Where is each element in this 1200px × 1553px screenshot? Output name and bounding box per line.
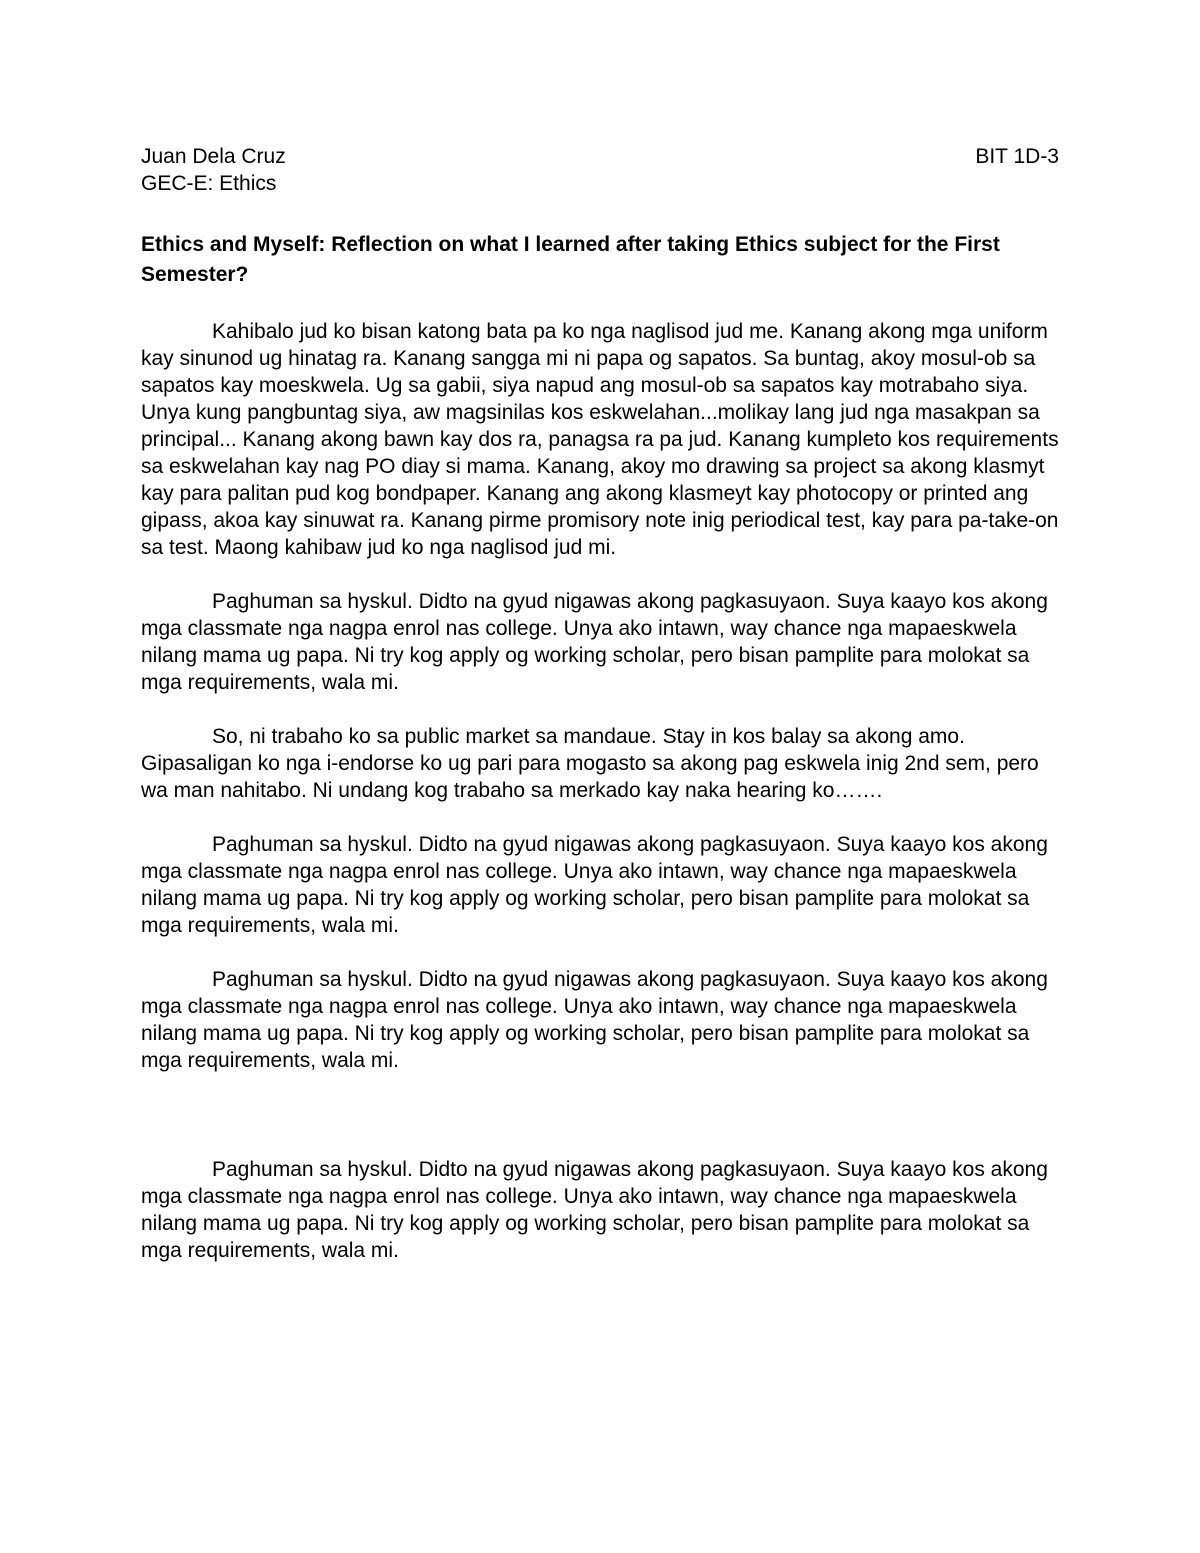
student-section: BIT 1D-3	[975, 145, 1059, 168]
paragraph: Paghuman sa hyskul. Didto na gyud nigawas akong pagkasuyaon. Suya kaayo kos akong mga classmate nga nagpa enrol nas college. Unya ako intawn, way chance nga mapaeskwela nilang mama ug papa. Ni try kog apply og working scholar, pero bisan pamplite para molokat sa mga requirements, wala mi.	[141, 968, 1048, 1072]
student-name: Juan Dela Cruz	[141, 145, 286, 168]
essay-title: Ethics and Myself: Reflection on what I learned after taking Ethics subject for the First Semester?	[141, 233, 1000, 286]
paragraph: Paghuman sa hyskul. Didto na gyud nigawas akong pagkasuyaon. Suya kaayo kos akong mga classmate nga nagpa enrol nas college. Unya ako intawn, way chance nga mapaeskwela nilang mama ug papa. Ni try kog apply og working scholar, pero bisan pamplite para molokat sa mga requirements, wala mi.	[141, 1158, 1048, 1262]
header-row	[141, 143, 1059, 170]
paragraph: So, ni trabaho ko sa public market sa mandaue. Stay in kos balay sa akong amo. Gipasaligan ko nga i-endorse ko ug pari para mogasto sa akong pag eskwela inig 2nd sem, pero wa man nahitabo. Ni undang kog trabaho sa merkado kay naka hearing ko…….	[141, 725, 1039, 802]
paragraph: Paghuman sa hyskul. Didto na gyud nigawas akong pagkasuyaon. Suya kaayo kos akong mga classmate nga nagpa enrol nas college. Unya ako intawn, way chance nga mapaeskwela nilang mama ug papa. Ni try kog apply og working scholar, pero bisan pamplite para molokat sa mga requirements, wala mi.	[141, 590, 1048, 694]
course-code: GEC-E: Ethics	[141, 172, 277, 195]
paragraph: Kahibalo jud ko bisan katong bata pa ko nga naglisod jud me. Kanang akong mga uniform kay sinunod ug hinatag ra. Kanang sangga mi ni papa og sapatos. Sa buntag, akoy mosul-ob sa sapatos kay moeskwela. Ug sa gabii, siya napud ang mosul-ob sa sapatos kay motrabaho siya. Unya kung pangbuntag siya, aw magsinilas kos eskwelahan...molikay lang jud nga masakpan sa principal... Kanang akong bawn kay dos ra, panagsa ra pa jud. Kanang kumpleto kos requirements sa eskwelahan kay nag PO diay si mama. Kanang, akoy mo drawing sa project sa akong klasmyt kay para palitan pud kog bondpaper. Kanang ang akong klasmeyt kay photocopy or printed ang gipass, akoa kay sinuwat ra. Kanang pirme promisory note inig periodical test, kay para pa-take-on sa test. Maong kahibaw jud ko nga naglisod jud mi.	[141, 320, 1059, 559]
paragraph: Paghuman sa hyskul. Didto na gyud nigawas akong pagkasuyaon. Suya kaayo kos akong mga classmate nga nagpa enrol nas college. Unya ako intawn, way chance nga mapaeskwela nilang mama ug papa. Ni try kog apply og working scholar, pero bisan pamplite para molokat sa mga requirements, wala mi.	[141, 833, 1048, 937]
document-body	[141, 143, 1059, 1264]
